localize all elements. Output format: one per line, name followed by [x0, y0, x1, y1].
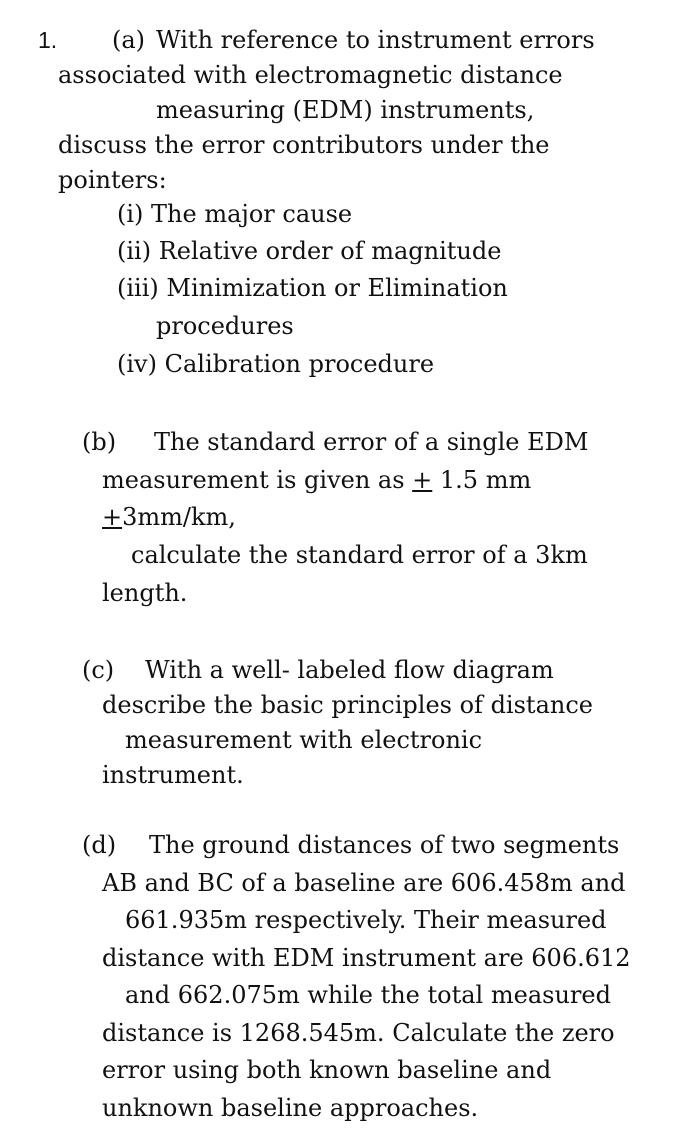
part-b-line-2-text: measurement is given as — [102, 466, 413, 494]
part-b-line-2-value: 1.5 mm — [432, 466, 532, 494]
part-a-line-5: pointers: — [58, 166, 167, 194]
part-b-line-3 — [102, 502, 236, 532]
part-b-label: (b) — [82, 428, 117, 456]
part-c-line-4: instrument. — [102, 761, 244, 789]
pointer-ii: (ii) Relative order of magnitude — [117, 237, 502, 265]
part-a-label: (a) — [112, 26, 146, 54]
part-b-line-5: length. — [102, 579, 188, 607]
part-d-label: (d) — [82, 831, 117, 859]
pointer-iii-continued: procedures — [156, 312, 294, 340]
part-d-line-4: distance with EDM instrument are 606.612 — [102, 944, 631, 972]
part-c-line-3: measurement with electronic — [125, 726, 483, 754]
part-d-line-5: and 662.075m while the total measured — [125, 981, 611, 1009]
part-d-line-8: unknown baseline approaches. — [102, 1094, 479, 1122]
part-a-line-1: With reference to instrument errors — [156, 26, 595, 54]
part-d-line-2: AB and BC of a baseline are 606.458m and — [102, 869, 626, 897]
part-a-line-3: measuring (EDM) instruments, — [156, 96, 535, 124]
plus-minus-sign-2: + — [102, 503, 123, 531]
part-b-line-2 — [102, 465, 531, 495]
part-b-line-3-value: 3mm/km, — [122, 503, 236, 531]
part-b-line-1: The standard error of a single EDM — [154, 428, 589, 456]
part-d-line-7: error using both known baseline and — [102, 1056, 552, 1084]
part-c-line-1: With a well- labeled flow diagram — [145, 656, 554, 684]
plus-minus-sign: + — [412, 466, 433, 494]
part-c-line-2: describe the basic principles of distance — [102, 691, 593, 719]
part-d-line-3: 661.935m respectively. Their measured — [125, 906, 607, 934]
pointer-iii: (iii) Minimization or Elimination — [117, 274, 508, 302]
part-b-line-4: calculate the standard error of a 3km — [131, 541, 588, 569]
part-a-line-4: discuss the error contributors under the — [58, 131, 550, 159]
part-a-line-2: associated with electromagnetic distance — [58, 61, 563, 89]
part-c-label: (c) — [82, 656, 115, 684]
part-d-line-1: The ground distances of two segments — [149, 831, 620, 859]
pointer-i: (i) The major cause — [117, 200, 353, 228]
part-d-line-6: distance is 1268.545m. Calculate the zero — [102, 1019, 615, 1047]
pointer-iv: (iv) Calibration procedure — [117, 350, 435, 378]
question-number: 1. — [38, 27, 58, 53]
